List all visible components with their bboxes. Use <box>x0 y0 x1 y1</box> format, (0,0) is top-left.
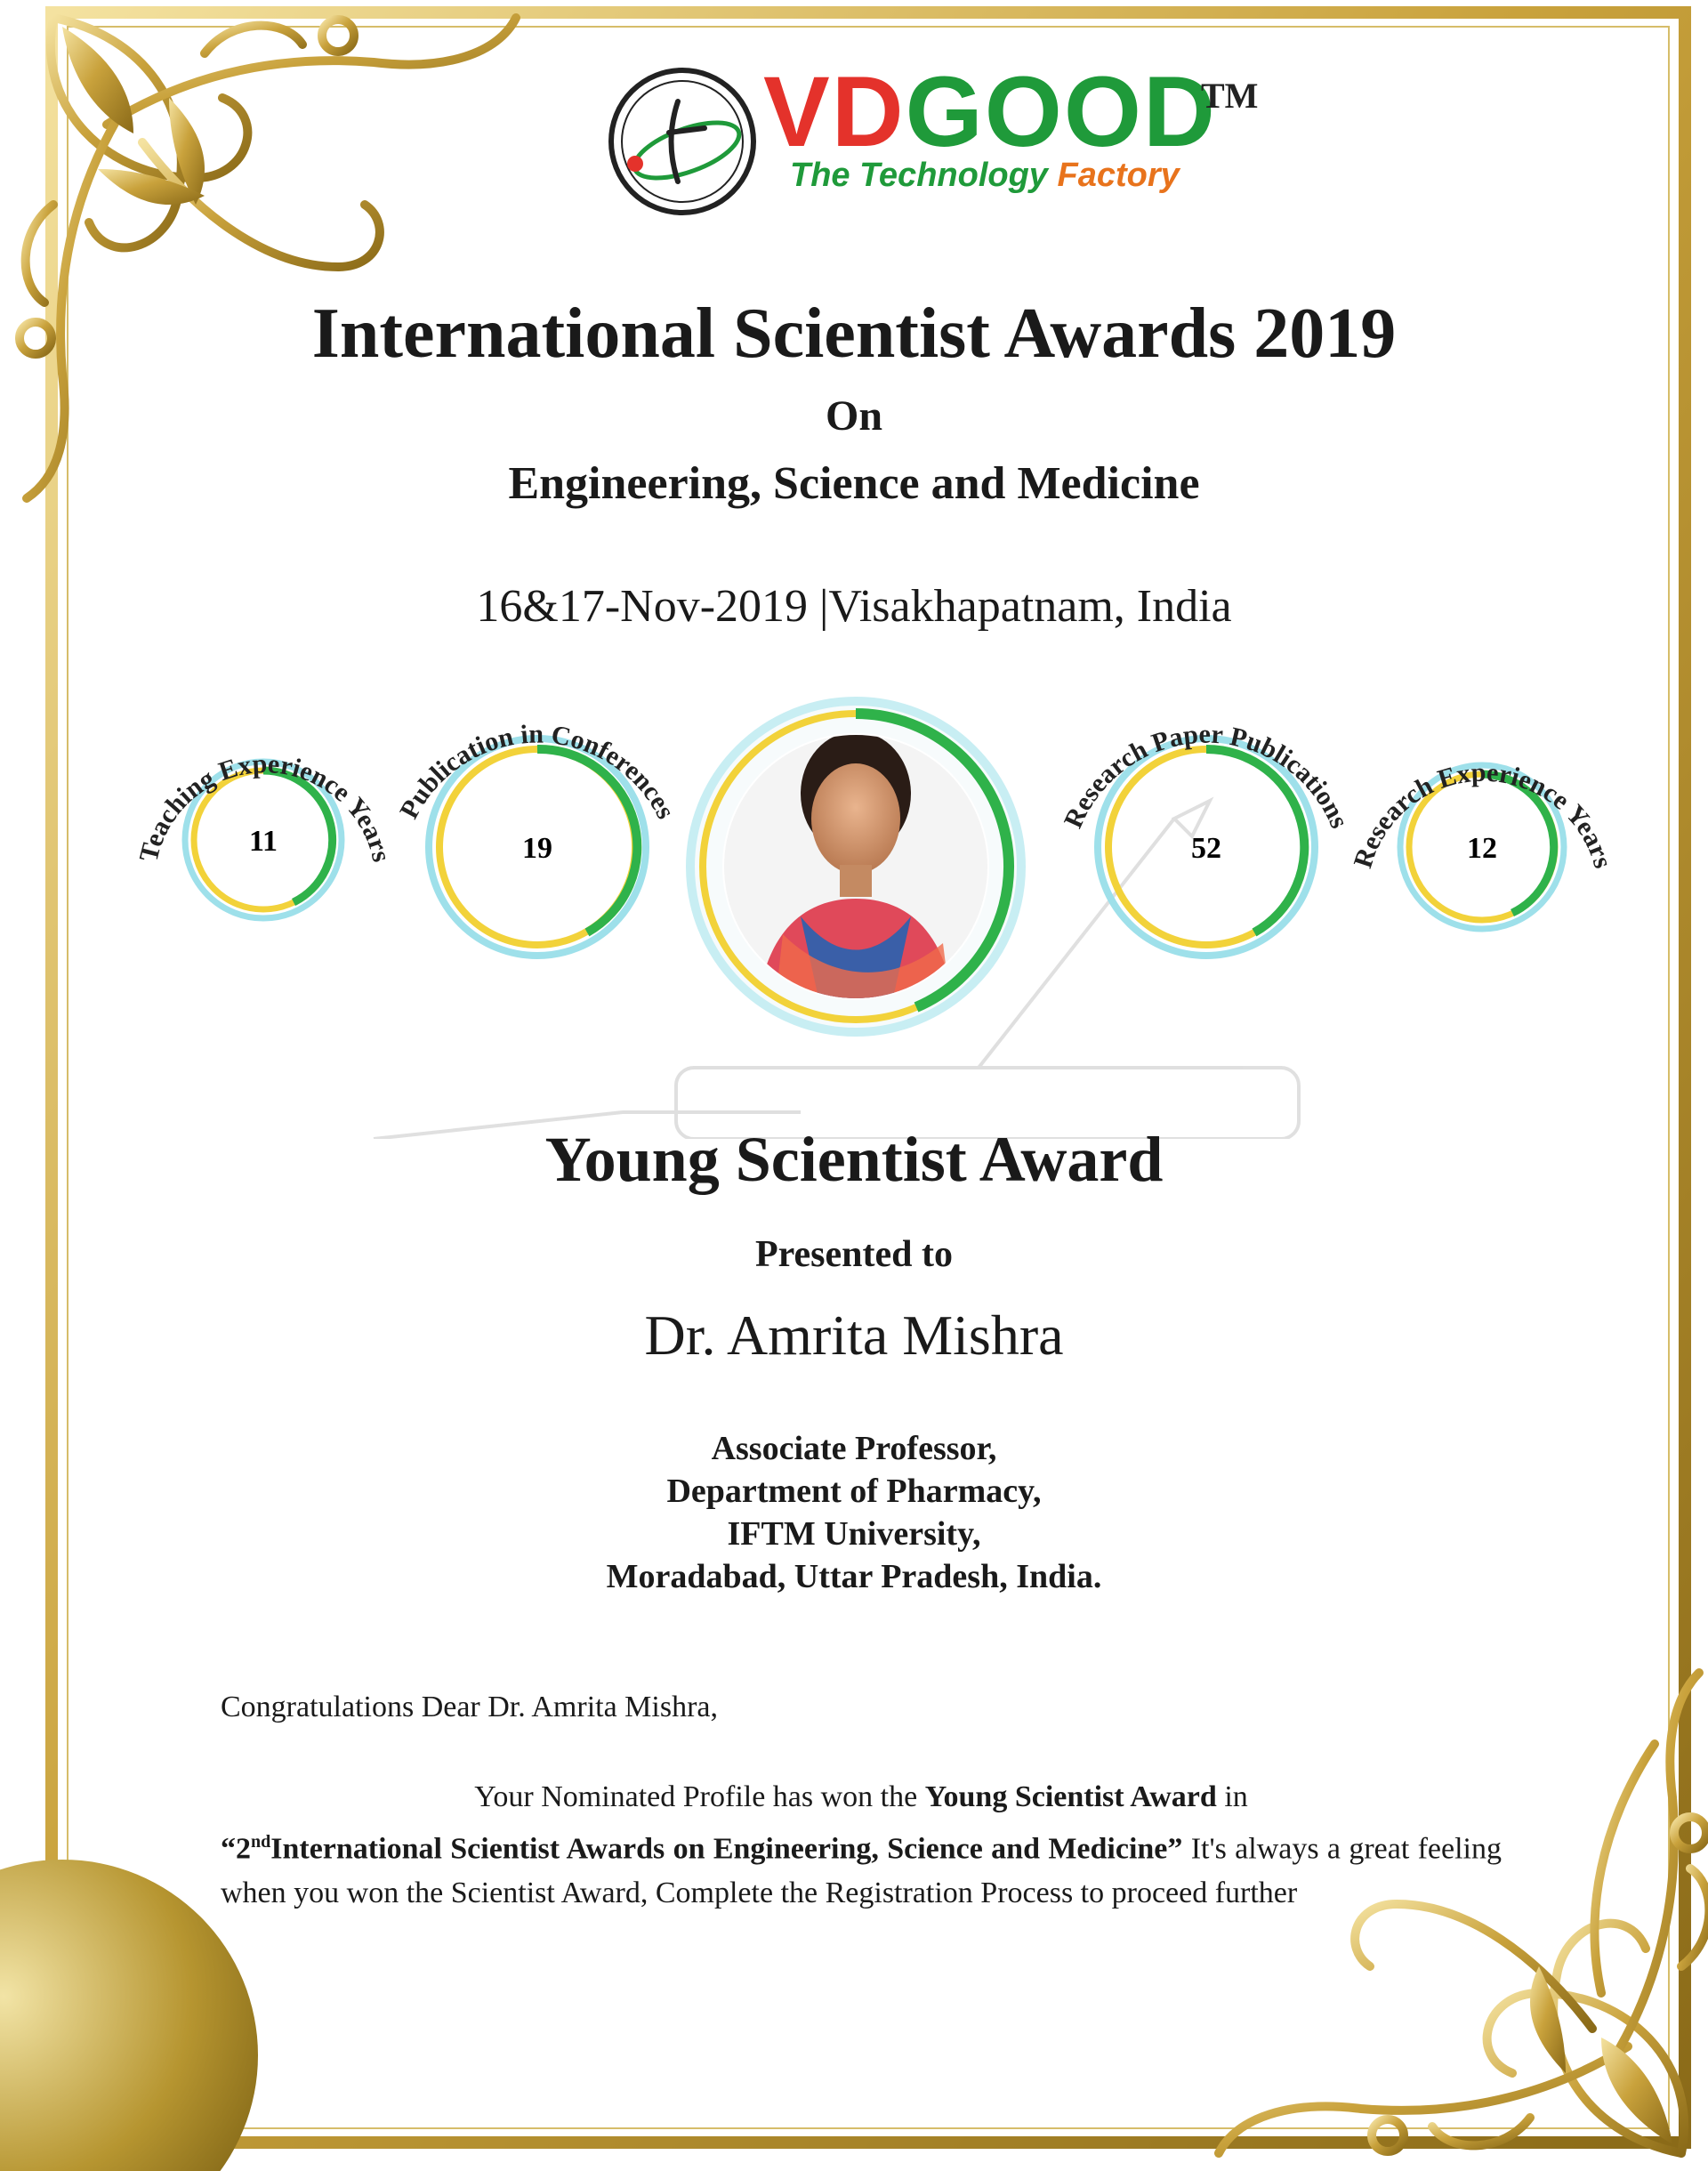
stat-label-research-experience: Research Experience Years <box>1348 757 1618 872</box>
trademark: TM <box>1201 76 1259 116</box>
message-tail: It's always a great feeling when you won the Scientist Award, Complete the Registration Process to proceed further <box>221 1832 1502 1910</box>
quote-open: “2 <box>221 1832 251 1866</box>
vdgood-logo-emblem <box>607 66 758 217</box>
tagline-technology: Technology <box>859 157 1058 194</box>
greeting: Congratulations Dear Dr. Amrita Mishra, <box>221 1691 719 1723</box>
brand-name <box>763 56 1217 167</box>
event-on: On <box>825 392 883 440</box>
message-line-1 <box>221 1775 1502 1820</box>
brand-vd: VD <box>763 56 906 167</box>
stats-section <box>0 694 1708 1139</box>
brand-tagline <box>790 158 1180 192</box>
stat-value-research-experience: 12 <box>1467 832 1497 865</box>
stat-label-teaching: Teaching Experience Years <box>133 748 397 865</box>
gold-disc <box>0 1860 258 2171</box>
line1-post: in <box>1216 1780 1248 1813</box>
affiliation-location: Moradabad, Uttar Pradesh, India. <box>606 1558 1102 1595</box>
tagline-the: The <box>790 157 860 194</box>
presented-to: Presented to <box>755 1234 953 1275</box>
stat-value-teaching: 11 <box>248 825 278 858</box>
event-title: International Scientist Awards 2019 <box>311 295 1397 373</box>
stat-label-research-papers: Research Paper Publications <box>1058 719 1355 833</box>
stat-label-conferences: Publication in Conferences <box>394 719 681 824</box>
line1-award: Young Scientist Award <box>924 1780 1217 1813</box>
affiliation-university: IFTM University, <box>727 1515 981 1553</box>
brand-good: GOOD <box>905 56 1217 167</box>
award-name: Young Scientist Award <box>544 1124 1164 1195</box>
quote-rest: International Scientist Awards on Engineering, Science and Medicine” <box>270 1832 1183 1866</box>
line1-pre: Your Nominated Profile has won the <box>474 1780 925 1813</box>
stat-value-conferences: 19 <box>522 832 552 865</box>
recipient-name: Dr. Amrita Mishra <box>644 1303 1064 1367</box>
quote-sup: nd <box>251 1832 271 1852</box>
affiliation-department: Department of Pharmacy, <box>666 1473 1042 1510</box>
tagline-factory: Factory <box>1057 157 1180 194</box>
affiliation-title: Associate Professor, <box>711 1430 997 1467</box>
message-body <box>221 1775 1502 1916</box>
event-date-location: 16&17-Nov-2019 |Visakhapatnam, India <box>476 581 1232 632</box>
stat-value-research-papers: 52 <box>1191 832 1221 865</box>
event-subject: Engineering, Science and Medicine <box>508 458 1200 509</box>
recipient-photo <box>690 701 1021 1032</box>
